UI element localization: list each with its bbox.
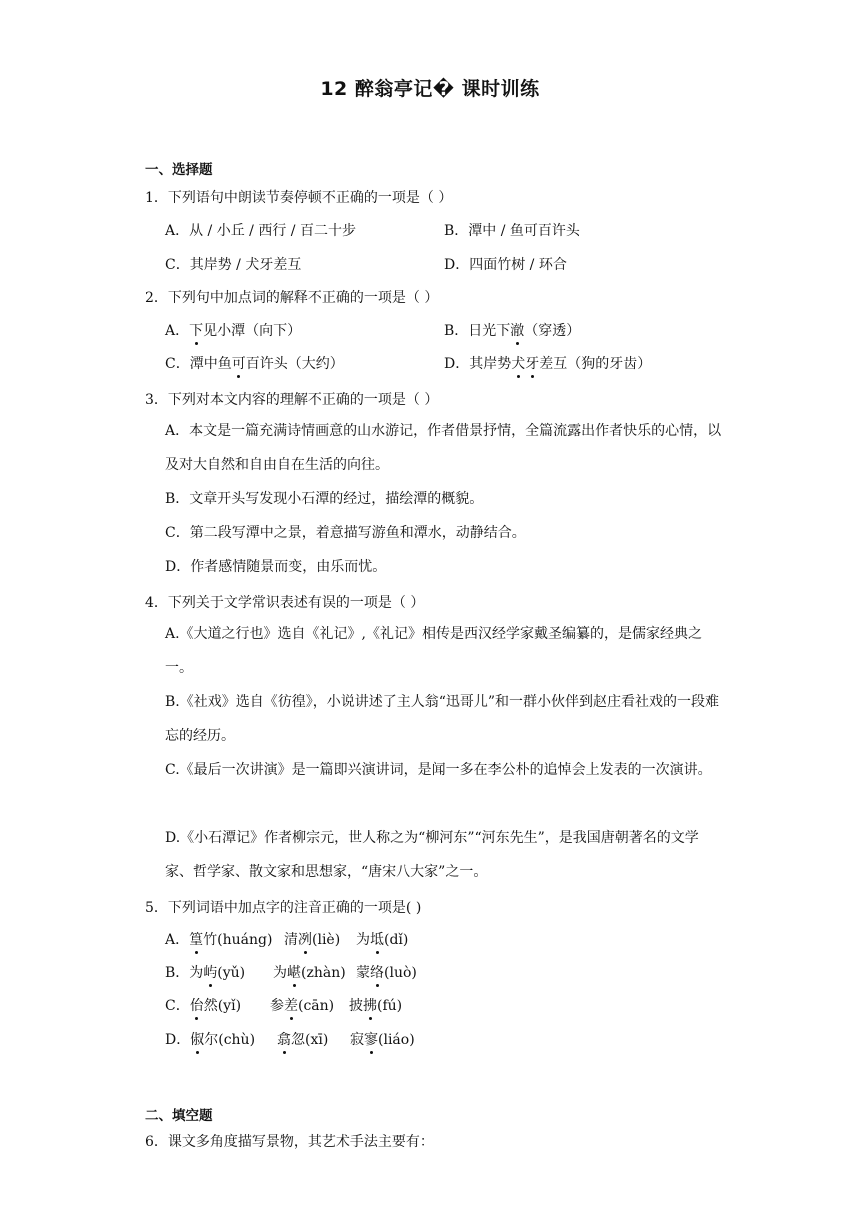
dotted-char: 下 xyxy=(189,320,203,340)
word-prefix: 为 xyxy=(273,965,287,981)
question-1-option-b: B．潭中 / 鱼可百许头 xyxy=(444,223,580,239)
pinyin-text: (dǐ) xyxy=(384,932,409,948)
pinyin-text: 忽(xī) xyxy=(291,1032,329,1048)
question-3-option-c: C．第二段写潭中之景，着意描写游鱼和潭水，动静结合。 xyxy=(165,525,526,541)
question-2-option-d xyxy=(444,353,651,373)
dotted-char: 可 xyxy=(232,353,246,373)
word-prefix: 蒙 xyxy=(356,965,370,981)
question-1-option-a: A．从 / 小丘 / 西行 / 百二十步 xyxy=(165,223,356,239)
pinyin-text: (liè) xyxy=(312,932,341,948)
dotted-char: 牙 xyxy=(525,353,539,373)
pinyin-text: (liáo) xyxy=(378,1032,415,1048)
word-prefix: 参 xyxy=(270,998,284,1014)
question-5-stem: 5．下列词语中加点字的注音正确的一项是( ) xyxy=(145,900,422,916)
pinyin-text: (luò) xyxy=(384,965,417,981)
question-2-option-c xyxy=(165,353,344,373)
question-1-option-d: D．四面竹树 / 环合 xyxy=(444,257,567,273)
question-5-option-c-word-3 xyxy=(349,995,402,1015)
dotted-char: 络 xyxy=(370,962,384,982)
dotted-char: 屿 xyxy=(203,962,217,982)
question-4-option-d: D.《小石潭记》作者柳宗元，世人称之为“柳河东”“河东先生”，是我国唐朝著名的文学家、哲学家、散文家和思想家，“唐宋八大家”之一。 xyxy=(165,830,699,880)
word-prefix: 寂 xyxy=(350,1032,364,1048)
page-title: 12 醉翁亭记� 课时训练 xyxy=(320,78,540,100)
question-4-option-b: B.《社戏》选自《彷徨》，小说讲述了主人翁“迅哥儿”和一群小伙伴到赵庄看社戏的一段难忘的经历。 xyxy=(165,694,720,744)
dotted-char: 篁 xyxy=(189,929,203,949)
pinyin-text: (yǔ) xyxy=(217,965,246,981)
option-prefix: C．潭中鱼 xyxy=(165,356,232,372)
option-prefix: D． xyxy=(165,1032,191,1048)
dotted-char: 寥 xyxy=(364,1029,378,1049)
option-prefix: B．为 xyxy=(165,965,204,981)
question-5-option-d-word-1 xyxy=(165,1029,255,1049)
question-5-option-d-word-3 xyxy=(350,1029,415,1049)
dotted-char: 差 xyxy=(284,995,298,1015)
dotted-char: 翕 xyxy=(277,1029,291,1049)
question-1-option-c: C．其岸势 / 犬牙差互 xyxy=(165,257,302,273)
pinyin-text: 然(yǐ) xyxy=(203,998,242,1014)
question-1-stem: 1．下列语句中朗读节奏停顿不正确的一项是（ ） xyxy=(145,190,453,206)
dotted-char: 佁 xyxy=(190,995,204,1015)
question-5-option-d-word-2 xyxy=(277,1029,328,1049)
dotted-char: 犬 xyxy=(511,353,525,373)
question-5-option-c-word-1 xyxy=(165,995,241,1015)
question-5-option-a-word-1 xyxy=(165,929,272,949)
section-heading-choice: 一、选择题 xyxy=(145,162,213,178)
word-prefix: 披 xyxy=(349,998,363,1014)
question-5-option-b-word-1 xyxy=(165,962,245,982)
pinyin-text: (zhàn) xyxy=(301,965,346,981)
dotted-char: 嵁 xyxy=(287,962,301,982)
option-prefix: D．其岸势 xyxy=(444,356,512,372)
dotted-char: 坻 xyxy=(370,929,384,949)
question-5-option-a-word-2 xyxy=(284,929,340,949)
option-prefix: A． xyxy=(165,323,190,339)
word-prefix: 清 xyxy=(284,932,298,948)
option-text: 见小潭（向下） xyxy=(203,323,302,339)
option-prefix: C． xyxy=(165,998,190,1014)
question-2-option-a xyxy=(165,320,301,340)
question-2-option-b xyxy=(444,320,580,340)
question-6-stem: 6．课文多角度描写景物，其艺术手法主要有： xyxy=(145,1134,434,1150)
dotted-char: 冽 xyxy=(298,929,312,949)
option-text: （穿透） xyxy=(524,323,581,339)
word-prefix: 为 xyxy=(356,932,370,948)
pinyin-text: (fú) xyxy=(377,998,403,1014)
question-5-option-c-word-2 xyxy=(270,995,334,1015)
question-4-option-c: C.《最后一次讲演》是一篇即兴演讲词，是闻一多在李公朴的追悼会上发表的一次演讲。 xyxy=(165,762,712,778)
dotted-char: 拂 xyxy=(363,995,377,1015)
question-3-stem: 3．下列对本文内容的理解不正确的一项是（ ） xyxy=(145,392,439,408)
question-3-option-d: D．作者感情随景而变，由乐而忧。 xyxy=(165,559,387,575)
question-5-option-b-word-3 xyxy=(356,962,417,982)
option-text: 差互（狗的牙齿） xyxy=(539,356,652,372)
option-prefix: A． xyxy=(165,932,190,948)
question-3-option-a: A．本文是一篇充满诗情画意的山水游记，作者借景抒情，全篇流露出作者快乐的心情，以及对大自然和自由自在生活的向往。 xyxy=(165,423,722,473)
dotted-char: 俶 xyxy=(190,1029,204,1049)
question-4-stem: 4．下列关于文学常识表述有误的一项是（ ） xyxy=(145,595,425,611)
question-5-option-a-word-3 xyxy=(356,929,408,949)
question-4-option-a: A.《大道之行也》选自《礼记》,《礼记》相传是西汉经学家戴圣编纂的，是儒家经典之一。 xyxy=(165,626,703,676)
section-heading-fill: 二、填空题 xyxy=(145,1108,213,1124)
question-5-option-b-word-2 xyxy=(273,962,346,982)
pinyin-text: 尔(chù) xyxy=(204,1032,256,1048)
question-2-stem: 2．下列句中加点词的解释不正确的一项是（ ） xyxy=(145,290,439,306)
pinyin-text: 竹(huáng) xyxy=(203,932,273,948)
dotted-char: 澈 xyxy=(510,320,524,340)
option-text: 百许头（大约） xyxy=(245,356,344,372)
option-prefix: B．日光下 xyxy=(444,323,511,339)
pinyin-text: (cān) xyxy=(298,998,335,1014)
question-3-option-b: B．文章开头写发现小石潭的经过，描绘潭的概貌。 xyxy=(165,491,484,507)
